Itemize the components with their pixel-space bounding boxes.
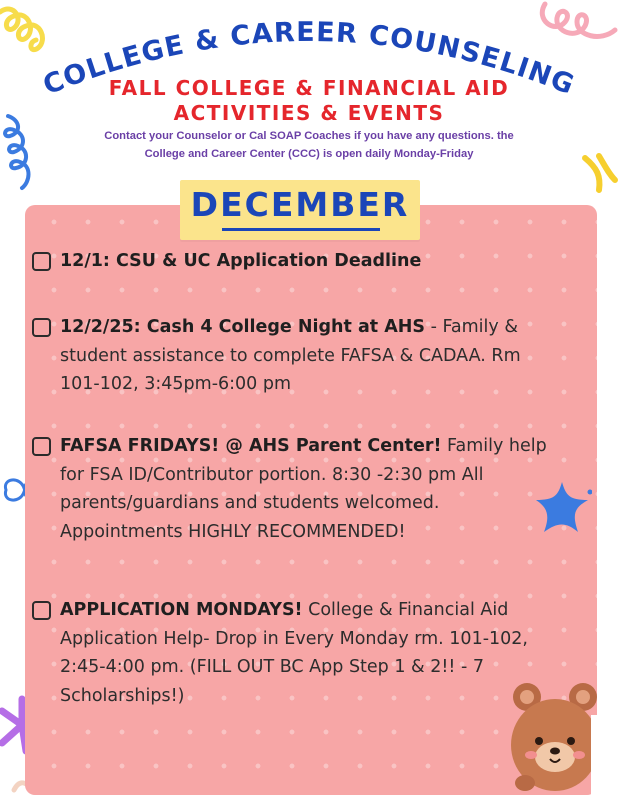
item-line: Application Help- Drop in Every Monday rm. 101-102, — [60, 628, 528, 649]
item-line: for FSA ID/Contributor portion. 8:30 -2:30 pm All — [60, 464, 484, 485]
month-heading: DECEMBER — [190, 185, 410, 224]
checkbox[interactable] — [32, 601, 51, 620]
info-line-1: Contact your Counselor or Cal SOAP Coaches if you have any questions. the — [104, 130, 514, 142]
subtitle-line-1: FALL COLLEGE & FINANCIAL AID — [108, 76, 510, 100]
item-line: student assistance to complete FAFSA & CADAA. Rm — [60, 345, 521, 366]
list-item-fafsa-fridays — [32, 432, 577, 546]
item-bold: APPLICATION MONDAYS! — [60, 600, 303, 620]
list-item-deadline — [32, 247, 577, 276]
list-item-cash4college — [32, 313, 577, 399]
yellow-star-icon — [575, 150, 618, 205]
checkbox[interactable] — [32, 437, 51, 456]
list-item-application-mondays — [32, 596, 577, 710]
bear-icon — [505, 675, 605, 800]
item-text — [60, 247, 577, 276]
item-line: Appointments HIGHLY RECOMMENDED! — [60, 521, 406, 542]
subtitle-line-2: ACTIVITIES & EVENTS — [173, 101, 445, 125]
item-bold: 12/1: CSU & UC Application Deadline — [60, 251, 422, 271]
checkbox[interactable] — [32, 252, 51, 271]
info-line-2: College and Career Center (CCC) is open daily Monday-Friday — [144, 148, 474, 160]
item-rest: Family help — [441, 436, 547, 456]
page-title-text: COLLEGE & CAREER COUNSELING — [38, 16, 580, 102]
item-bold: FAFSA FRIDAYS! @ AHS Parent Center! — [60, 436, 442, 456]
item-rest: College & Financial Aid — [302, 600, 509, 620]
item-line: 101-102, 3:45pm-6:00 pm — [60, 374, 292, 394]
item-rest: - Family & — [425, 317, 518, 337]
month-underline — [222, 228, 380, 231]
item-text — [60, 313, 577, 399]
item-bold: 12/2/25: Cash 4 College Night at AHS — [60, 317, 426, 337]
item-text — [60, 596, 577, 710]
item-text — [60, 432, 577, 546]
item-line: parents/guardians and students welcomed. — [60, 493, 440, 513]
checkbox[interactable] — [32, 318, 51, 337]
item-line: Scholarships!) — [60, 685, 185, 706]
item-line: 2:45-4:00 pm. (FILL OUT BC App Step 1 & 2!! - 7 — [60, 657, 484, 677]
